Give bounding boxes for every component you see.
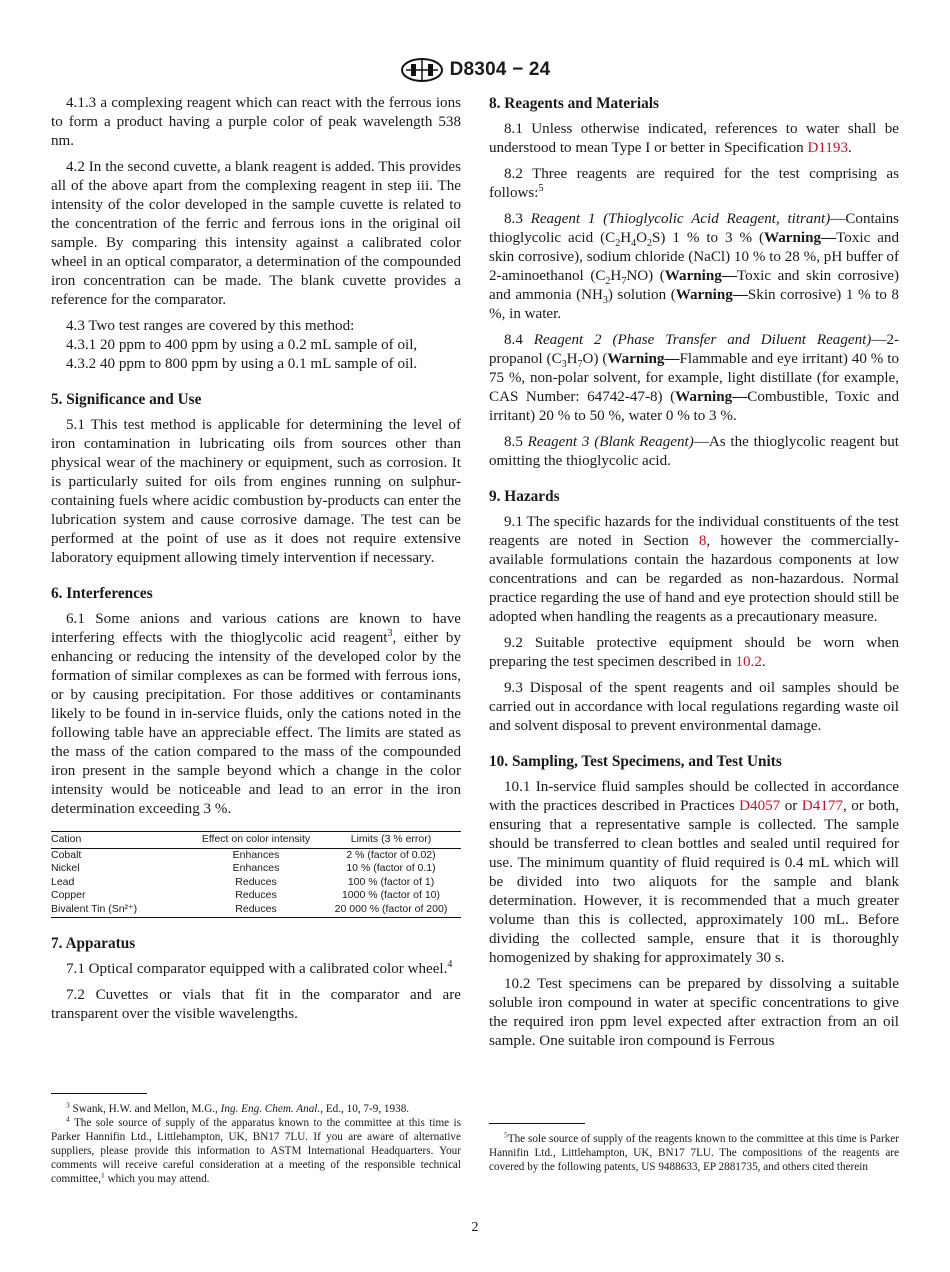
- left-footnotes: [51, 1093, 461, 1186]
- page-number: 2: [471, 1220, 479, 1235]
- table-cell: 20 000 % (factor of 200): [334, 902, 448, 915]
- footnote-4: $^4$ The sole source of supply of the apparatus known to the committee at this time is Parker Hannifin Ltd., Littlehampton, UK, BN17 7LU. If you are aware of alternative suppliers, please provide this information to ASTM International Headquarters. Your comments will receive careful consideration at a meeting of the responsible technical committee,$^1$ which you may attend.: [51, 1114, 461, 1185]
- link-section-8[interactable]: 8: [698, 533, 707, 549]
- left-column: [51, 94, 461, 1031]
- document-designation: D8304 − 24: [449, 59, 551, 80]
- table-header-row: [51, 832, 461, 849]
- paragraph-5-1: 5.1 This test method is applicable for determining the level of iron contamination in lubricating oils from sources other than physical wear of the machinery or equipment, such as corrosion. It is particularly suited for oils from engines running on sulphur-containing fuels where acidic combustion by-products can enter the lubrication system and cause corrosive damage. The test can be performed at the point of use as it does not require extensive laboratory equipment allowing timely intervention if necessary.: [51, 417, 461, 566]
- footnote-ref-5[interactable]: 5: [538, 182, 544, 194]
- link-10-2[interactable]: 10.2: [735, 654, 762, 670]
- right-column: [489, 94, 899, 1058]
- section-heading-7: 7. Apparatus: [51, 934, 136, 952]
- footnote-divider: [489, 1123, 585, 1124]
- paragraph-8-5: 8.5 Reagent 3 (Blank Reagent)—As the thioglycolic reagent but omitting the thioglycolic acid.: [489, 434, 899, 469]
- footnote-3: $^3$ Swank, H.W. and Mellon, M.G., Ing. Eng. Chem. Anal., Ed., 10, 7-9, 1938.: [66, 1100, 410, 1115]
- paragraph-9-3: 9.3 Disposal of the spent reagents and oil samples should be carried out in accordance with local regulations regarding waste oil and solvent disposal to prevent environmental damage.: [489, 680, 899, 734]
- paragraph-9-2: 9.2 Suitable protective equipment should be worn when preparing the test specimen described in 10.2.: [489, 635, 899, 670]
- interference-limits-table: [51, 831, 461, 918]
- link-d4057[interactable]: D4057: [739, 798, 781, 814]
- footnote-5: $^5$The sole source of supply of the reagents known to the committee at this time is Parker Hannifin Ltd., Littlehampton, UK, BN17 7LU. The compositions of the reagents are covered by the following patents, US 9488633, EP 2881735, and others cited therein: [489, 1130, 899, 1173]
- paragraph-10-1: 10.1 In-service fluid samples should be collected in accordance with the practices described in Practices D4057 or D4177, or both, ensuring that a representative sample is collected. The sample should be transferred to clean bottles and sealed until required for use. The minimum quantity of fluid required is 0.4 mL which will be divided into two aliquots for the sample and blank determination. However, it is recommended that a much greater volume than this is collected, approximately 100 mL. Before dividing the collected sample, ensure that it is thoroughly homogenized by shaking for approximately 30 s.: [489, 779, 899, 966]
- table-cell: 10 % (factor of 0.1): [346, 862, 436, 875]
- paragraph-10-2: 10.2 Test specimens can be prepared by dissolving a suitable soluble iron compound in water at specific concentrations to give the required iron ppm level expected after extraction from an oil sample. One suitable iron compound is Ferrous: [489, 976, 899, 1049]
- table-cell: Copper: [51, 889, 86, 902]
- link-d1193[interactable]: D1193: [807, 140, 849, 156]
- table-header-cation: Cation: [51, 832, 191, 849]
- table-cell: 2 % (factor of 0.02): [346, 848, 436, 861]
- table-cell: 100 % (factor of 1): [347, 875, 435, 888]
- table-cell: Reduces: [235, 902, 277, 915]
- footnote-ref-4[interactable]: 4: [447, 958, 453, 970]
- table-row: [51, 862, 461, 876]
- paragraph-4-2: 4.2 In the second cuvette, a blank reagent is added. This provides all of the above apart from the complexing reagent in step iii. The intensity of the color developed in the sample cuvette is related to the concentration of the ferric and ferrous ions in the original oil sample. By comparing this intensity against a calibrated color wheel in an optical comparator, a determination of the compounded iron concentration can be made. The blank cuvette provides a reference for the comparator.: [51, 159, 461, 308]
- paragraph-8-4: 8.4 Reagent 2 (Phase Transfer and Diluent Reagent)—2-propanol $(C_3H_7O)$ (Warning—Flammable and eye irritant) 40 % to 75 %, non-polar solvent, for example, light distillate (for example, CAS Number: 64742-47-8) (Warning—Combustible, Toxic and irritant) 20 % to 50 %, water 0 % to 3 %.: [489, 332, 900, 424]
- paragraph-8-2: 8.2 Three reagents are required for the test comprising as follows:$^5$: [489, 166, 899, 201]
- section-heading-9: 9. Hazards: [489, 488, 560, 505]
- right-footnotes: [489, 1123, 899, 1174]
- page-header: [0, 56, 950, 84]
- table-cell: Enhances: [232, 848, 280, 861]
- paragraph-7-1: 7.1 Optical comparator equipped with a calibrated color wheel.$^4$: [66, 958, 453, 977]
- link-d4177[interactable]: D4177: [801, 798, 843, 814]
- paragraph-6-1: 6.1 Some anions and various cations are known to have interfering effects with the thioglycolic acid reagent$^3$, either by enhancing or reducing the intensity of the developed color by the formation of similar complexes as can be formed with ferrous ions, or by causing precipitation. For those additives or contaminants likely to be found in in-service fluids, only the cations noted in the following table have an appreciable effect. The limits are stated as the mass of the cation compared to the mass of the compounded iron present in the sample beyond which a change in the color intensity would be noticeable and lead to an error in the iron determination exceeding 3 %.: [51, 611, 461, 817]
- table-cell: Lead: [51, 875, 75, 888]
- table-cell: 1000 % (factor of 10): [341, 889, 441, 902]
- table-cell: Reduces: [235, 889, 277, 902]
- footnote-ref-3[interactable]: 3: [387, 627, 393, 639]
- section-heading-5: 5. Significance and Use: [51, 391, 202, 408]
- paragraph-4-1-3: 4.1.3 a complexing reagent which can react with the ferrous ions to form a product having a purple color of peak wavelength 538 nm.: [51, 95, 461, 149]
- table-cell: Cobalt: [51, 848, 82, 861]
- paragraph-8-3: 8.3 Reagent 1 (Thioglycolic Acid Reagent, titrant)—Contains thioglycolic acid $(C_2H_4O_2S)$ 1 % to 3 % (Warning—Toxic and skin corrosive), sodium chloride (NaCl) 10 % to 28 %, pH buffer of 2-aminoethanol $(C_2H_7NO)$ (Warning—Toxic and skin corrosive) and ammonia $(NH_3)$ solution (Warning—Skin corrosive) 1 % to 8 %, in water.: [489, 211, 900, 322]
- section-heading-6: 6. Interferences: [51, 585, 153, 602]
- table-cell: Bivalent Tin (Sn²⁺): [51, 902, 138, 915]
- section-heading-8: 8. Reagents and Materials: [489, 95, 659, 112]
- table-row: [51, 889, 461, 903]
- paragraph-9-1: 9.1 The specific hazards for the individual constituents of the test reagents are noted in Section 8, however the commercially-available formulations contain the hazardous components at low concentrations and can be regarded as non-hazardous. Normal practice regarding the use of hand and eye protection should still be adopted when handling the reagents as a precautionary measure.: [489, 514, 899, 625]
- table-header-limits: Limits (3 % error): [321, 832, 461, 849]
- table-row: [51, 903, 461, 917]
- paragraph-4-3-2: 4.3.2 40 ppm to 800 ppm by using a 0.1 mL sample of oil.: [66, 356, 418, 372]
- paragraph-4-3-1: 4.3.1 20 ppm to 400 ppm by using a 0.2 mL sample of oil,: [66, 337, 418, 353]
- table-row: [51, 876, 461, 890]
- paragraph-4-3: 4.3 Two test ranges are covered by this method:: [66, 318, 355, 334]
- astm-logo-icon: [400, 58, 444, 82]
- section-heading-10: 10. Sampling, Test Specimens, and Test Units: [489, 753, 782, 770]
- paragraph-8-1: 8.1 Unless otherwise indicated, references to water shall be understood to mean Type I or better in Specification D1193.: [489, 121, 899, 156]
- table-header-effect: Effect on color intensity: [191, 832, 321, 849]
- table-cell: Nickel: [51, 862, 80, 875]
- footnote-divider: [51, 1093, 147, 1094]
- table-cell: Enhances: [232, 862, 280, 875]
- table-cell: Reduces: [235, 875, 277, 888]
- paragraph-7-2: 7.2 Cuvettes or vials that fit in the comparator and are transparent over the visible wavelengths.: [51, 986, 461, 1022]
- table-row: [51, 848, 461, 862]
